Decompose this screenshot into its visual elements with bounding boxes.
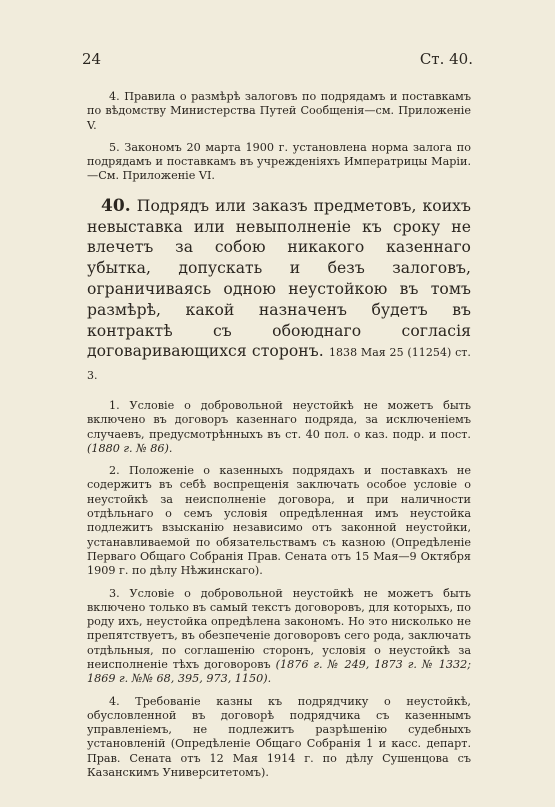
note-text: 4. Требованіе казны къ подрядчику о неустойкѣ, обусловленной въ договорѣ подрядчика съ казеннымъ управленіемъ, не подлежитъ разрѣшенію судебныхъ установленій (Опредѣленіе Общаго Собранія 1 и касс. департ. Прав. Сената отъ 12 Мая 1914 г. по дѣлу Сушенцова съ Казанскимъ Университетомъ). bbox=[87, 694, 471, 780]
article-text: Подрядъ или заказъ предметовъ, коихъ невыставка или невыполненіе къ сроку не влечетъ за собою никакого казеннаго убытка, допускать и безъ залоговъ, ограничиваясь одною неустойкою въ томъ размѣрѣ, какой назначенъ будетъ въ контрактѣ съ обоюднаго согласія договаривающихся сторонъ. bbox=[87, 196, 471, 361]
note-paragraph: 4. Правила о размѣрѣ залоговъ по подрядамъ и поставкамъ по вѣдомству Министерства Путей Сообщенія—см. Приложеніе V. bbox=[87, 90, 471, 132]
article-reference: Ст. 40. bbox=[419, 50, 473, 68]
page-header bbox=[82, 50, 473, 72]
note-paragraph bbox=[87, 695, 471, 781]
page-number: 24 bbox=[82, 50, 102, 68]
note-reference: (1880 г. № 86). bbox=[87, 441, 173, 455]
page-body bbox=[87, 90, 471, 780]
note-text: 2. Положеніе о казенныхъ подрядахъ и поставкахъ не содержитъ въ себѣ воспрещенія заключать особое условіе о неустойкѣ за неисполненіе договора, и при наличности отдѣльнаго о семъ условія опредѣленная имъ неустойка подлежитъ взысканію независимо отъ законной неустойки, устанавливаемой по обязательствамъ съ казною (Опредѣленіе Перваго Общаго Собранія Прав. Сената отъ 15 Мая—9 Октября 1909 г. по дѣлу Нѣжинскаго). bbox=[87, 464, 471, 578]
note-reference: (1876 г. № 249, 1873 г. № 1332; 1869 г. №№ 68, 395, 973, 1150). bbox=[87, 658, 472, 686]
note-paragraph bbox=[87, 464, 471, 578]
article-paragraph bbox=[87, 196, 471, 387]
article-citation: 1838 Мая 25 (11254) ст. 3. bbox=[87, 346, 471, 383]
note-paragraph bbox=[87, 399, 471, 456]
note-text: 1. Условіе о добровольной неустойкѣ не можетъ быть включено въ договоръ казеннаго подряда, за исключеніемъ случаевъ, предусмотрѣнныхъ въ ст. 40 пол. о каз. подр. и пост. bbox=[87, 398, 471, 441]
note-text: 3. Условіе о добровольной неустойкѣ не можетъ быть включено только въ самый текстъ договоровъ, для которыхъ, по роду ихъ, неустойка опредѣлена закономъ. Но это нисколько не препятствуетъ, въ обезпеченіе договоровъ сего рода, заключать отдѣльныя, по соглашенію сторонъ, условія о неустойкѣ за неисполненіе тѣхъ договоровъ bbox=[87, 586, 471, 671]
note-paragraph bbox=[87, 587, 471, 687]
article-number: 40. bbox=[101, 195, 131, 216]
note-paragraph: 5. Закономъ 20 марта 1900 г. установлена норма залога по подрядамъ и поставкамъ въ учрежденіяхъ Императрицы Маріи.—См. Приложеніе VI. bbox=[87, 140, 471, 183]
